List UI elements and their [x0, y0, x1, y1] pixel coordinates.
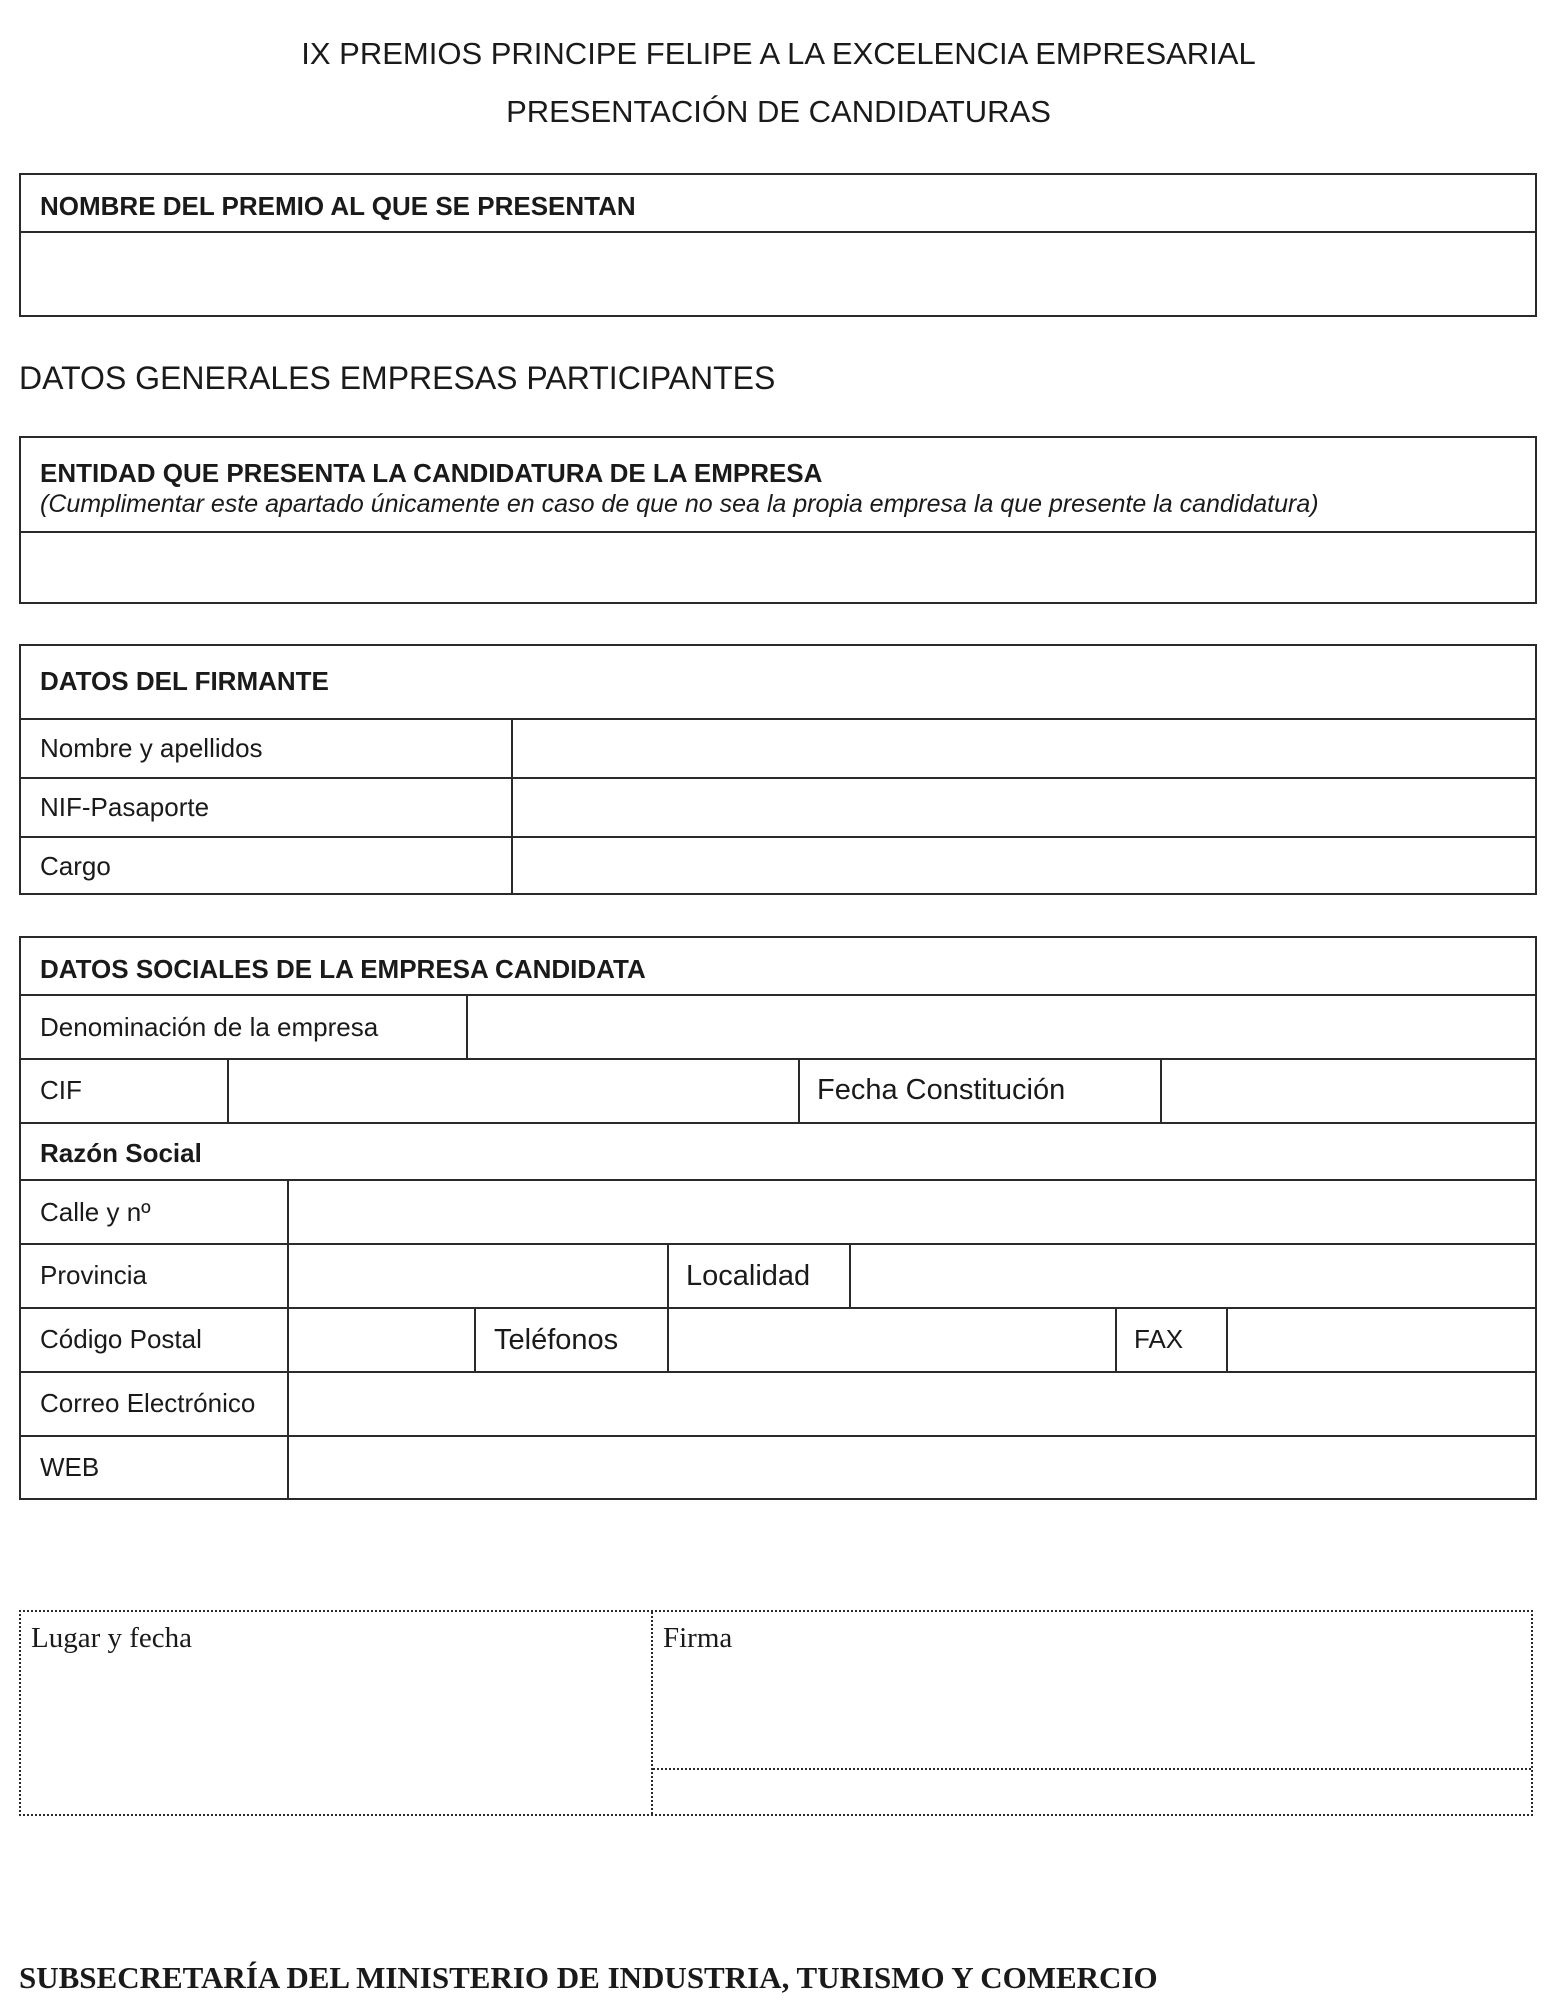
denominacion-label: Denominación de la empresa: [40, 1012, 379, 1042]
firma-label: Firma: [663, 1622, 733, 1654]
web-input[interactable]: [289, 1437, 1535, 1498]
cargo-input[interactable]: [513, 838, 1535, 893]
codigo-postal-input[interactable]: [289, 1309, 474, 1372]
divider: [1115, 1309, 1117, 1372]
cif-input[interactable]: [229, 1060, 798, 1123]
row-correo: [21, 1371, 1535, 1436]
divider: [667, 1245, 669, 1308]
nombre-input[interactable]: [513, 720, 1535, 778]
nif-label: NIF-Pasaporte: [40, 792, 210, 822]
fecha-constitucion-input[interactable]: [1162, 1060, 1535, 1123]
fax-input[interactable]: [1228, 1309, 1535, 1372]
fax-label: FAX: [1134, 1324, 1184, 1354]
telefonos-label: Teléfonos: [494, 1324, 619, 1356]
firmante-row-nif: [21, 777, 1535, 837]
row-web: [21, 1435, 1535, 1498]
telefonos-input[interactable]: [669, 1309, 1115, 1372]
fecha-constitucion-label: Fecha Constitución: [817, 1074, 1066, 1106]
correo-input[interactable]: [289, 1373, 1535, 1436]
firma-box: [19, 1610, 1533, 1816]
firmante-box: [19, 644, 1537, 895]
cargo-label: Cargo: [40, 851, 111, 881]
web-label: WEB: [40, 1452, 100, 1482]
lugar-fecha-input[interactable]: [21, 1612, 651, 1814]
row-denominacion: [21, 994, 1535, 1059]
razon-social-label: Razón Social: [40, 1138, 202, 1168]
provincia-input[interactable]: [289, 1245, 667, 1308]
document-subtitle: PRESENTACIÓN DE CANDIDATURAS: [506, 94, 1051, 129]
firma-input[interactable]: [653, 1612, 1531, 1814]
firma-line: [653, 1768, 1531, 1770]
row-codigo-postal: [21, 1307, 1535, 1372]
nombre-label: Nombre y apellidos: [40, 733, 263, 763]
entidad-label: ENTIDAD QUE PRESENTA LA CANDIDATURA DE LA EMPRESA: [40, 458, 823, 488]
firmante-label: DATOS DEL FIRMANTE: [40, 666, 329, 696]
empresa-box: [19, 936, 1537, 1500]
cif-label: CIF: [40, 1075, 82, 1105]
firmante-row-cargo: [21, 836, 1535, 893]
calle-label: Calle y nº: [40, 1197, 151, 1227]
codigo-postal-label: Código Postal: [40, 1324, 202, 1354]
empresa-label: DATOS SOCIALES DE LA EMPRESA CANDIDATA: [40, 954, 646, 984]
denominacion-input[interactable]: [468, 996, 1535, 1059]
premio-box: [19, 173, 1537, 317]
row-razon-social: [21, 1122, 1535, 1180]
footer-ministerio: SUBSECRETARÍA DEL MINISTERIO DE INDUSTRIA, TURISMO Y COMERCIO: [19, 1960, 1158, 1995]
provincia-label: Provincia: [40, 1260, 147, 1290]
premio-input[interactable]: [21, 231, 1535, 315]
correo-label: Correo Electrónico: [40, 1388, 256, 1418]
localidad-input[interactable]: [851, 1245, 1535, 1308]
entidad-box: [19, 436, 1537, 604]
localidad-label: Localidad: [686, 1260, 811, 1292]
document-title: IX PREMIOS PRINCIPE FELIPE A LA EXCELENCIA EMPRESARIAL: [301, 36, 1256, 71]
row-provincia: [21, 1243, 1535, 1308]
divider: [474, 1309, 476, 1372]
premio-label: NOMBRE DEL PREMIO AL QUE SE PRESENTAN: [40, 191, 636, 221]
nif-input[interactable]: [513, 779, 1535, 837]
calle-input[interactable]: [289, 1181, 1535, 1244]
firmante-row-nombre: [21, 718, 1535, 778]
section-title: DATOS GENERALES EMPRESAS PARTICIPANTES: [19, 360, 776, 396]
row-cif: [21, 1058, 1535, 1123]
entidad-input[interactable]: [21, 531, 1535, 602]
divider: [798, 1060, 800, 1123]
row-calle: [21, 1179, 1535, 1244]
entidad-note: (Cumplimentar este apartado únicamente en caso de que no sea la propia empresa la que presente la candidatura): [40, 490, 1319, 518]
lugar-fecha-label: Lugar y fecha: [31, 1622, 193, 1654]
